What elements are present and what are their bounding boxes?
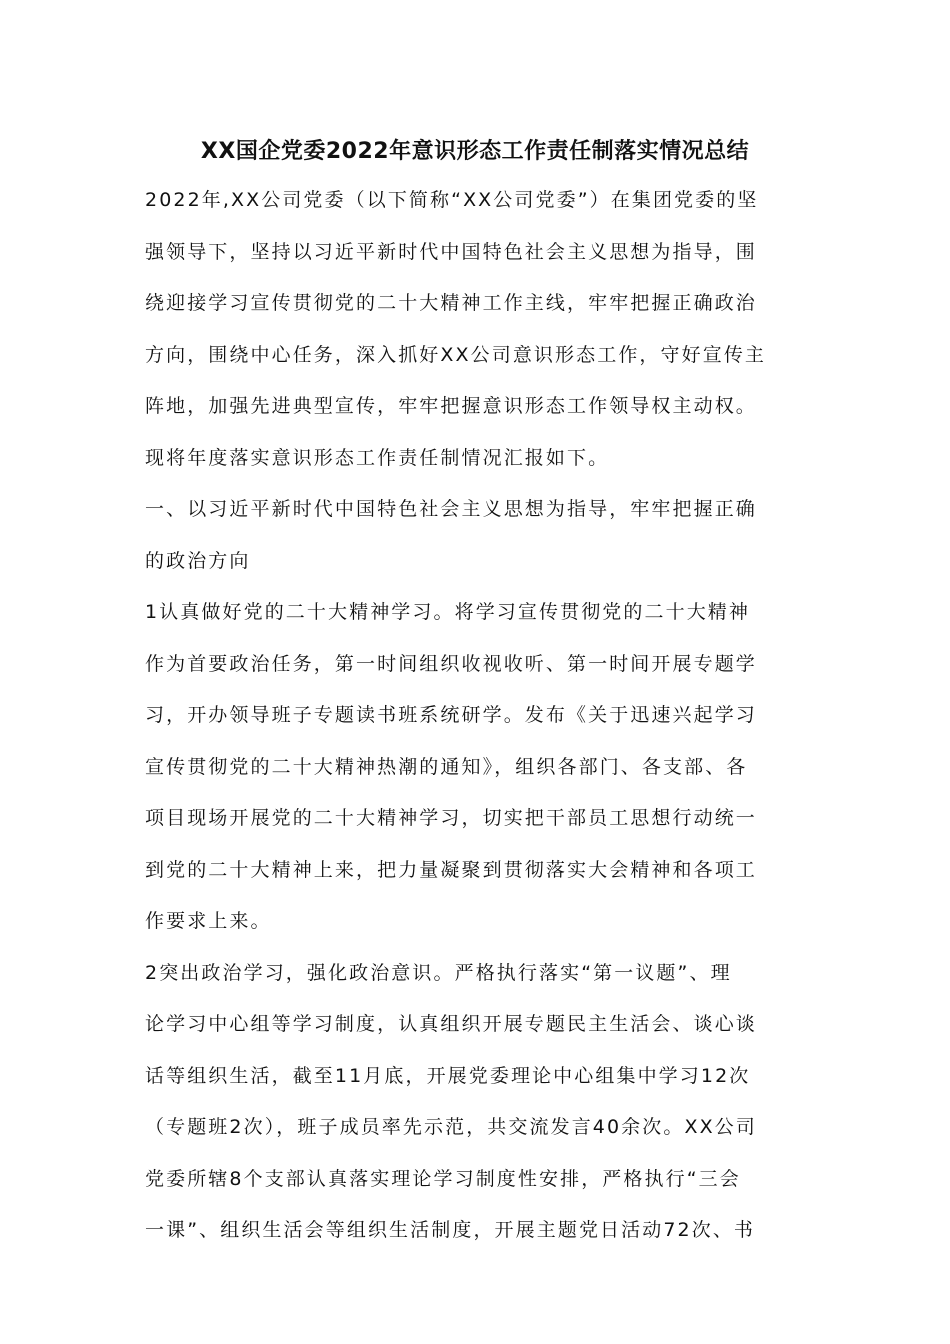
body-line: 绕迎接学习宣传贯彻党的二十大精神工作主线，牢牢把握正确政治 (145, 292, 757, 314)
body-line: 习，开办领导班子专题读书班系统研学。发布《关于迅速兴起学习 (145, 704, 757, 726)
document-body (145, 180, 810, 1262)
body-line: 话等组织生活，截至11月底，开展党委理论中心组集中学习12次 (145, 1064, 751, 1087)
body-line: 强领导下，坚持以习近平新时代中国特色社会主义思想为指导，围 (145, 240, 757, 263)
body-line: 作为首要政治任务，第一时间组织收视收听、第一时间开展专题学 (145, 652, 757, 675)
section-heading-line: 一、以习近平新时代中国特色社会主义思想为指导，牢牢把握正确 (145, 498, 757, 520)
section-heading-line: 的政治方向 (145, 549, 251, 572)
body-line: 作要求上来。 (145, 910, 272, 932)
body-line: 现将年度落实意识形态工作责任制情况汇报如下。 (145, 446, 610, 469)
body-line: （专题班2次），班子成员率先示范，共交流发言40余次。XX公司 (145, 1116, 757, 1138)
body-line: 一课”、组织生活会等组织生活制度，开展主题党日活动72次、书 (145, 1219, 756, 1241)
body-line: 到党的二十大精神上来，把力量凝聚到贯彻落实大会精神和各项工 (145, 858, 757, 881)
body-line: 1认真做好党的二十大精神学习。将学习宣传贯彻党的二十大精神 (145, 601, 750, 623)
body-line: 党委所辖8个支部认真落实理论学习制度性安排，严格执行“三会 (145, 1167, 741, 1190)
body-line: 2突出政治学习，强化政治意识。严格执行落实“第一议题”、理 (145, 961, 732, 984)
body-line: 论学习中心组等学习制度，认真组织开展专题民主生活会、谈心谈 (145, 1013, 757, 1035)
body-line: 项目现场开展党的二十大精神学习，切实把干部员工思想行动统一 (145, 807, 757, 829)
body-line: 宣传贯彻党的二十大精神热潮的通知》，组织各部门、各支部、各 (145, 755, 748, 778)
body-line: 方向，围绕中心任务，深入抓好XX公司意识形态工作，守好宣传主 (145, 343, 767, 366)
body-line: 2022年,XX公司党委（以下简称“XX公司党委”）在集团党委的坚 (145, 189, 759, 211)
document-title: XX国企党委2022年意识形态工作责任制落实情况总结 (200, 139, 750, 164)
body-line: 阵地，加强先进典型宣传，牢牢把握意识形态工作领导权主动权。 (145, 395, 757, 417)
